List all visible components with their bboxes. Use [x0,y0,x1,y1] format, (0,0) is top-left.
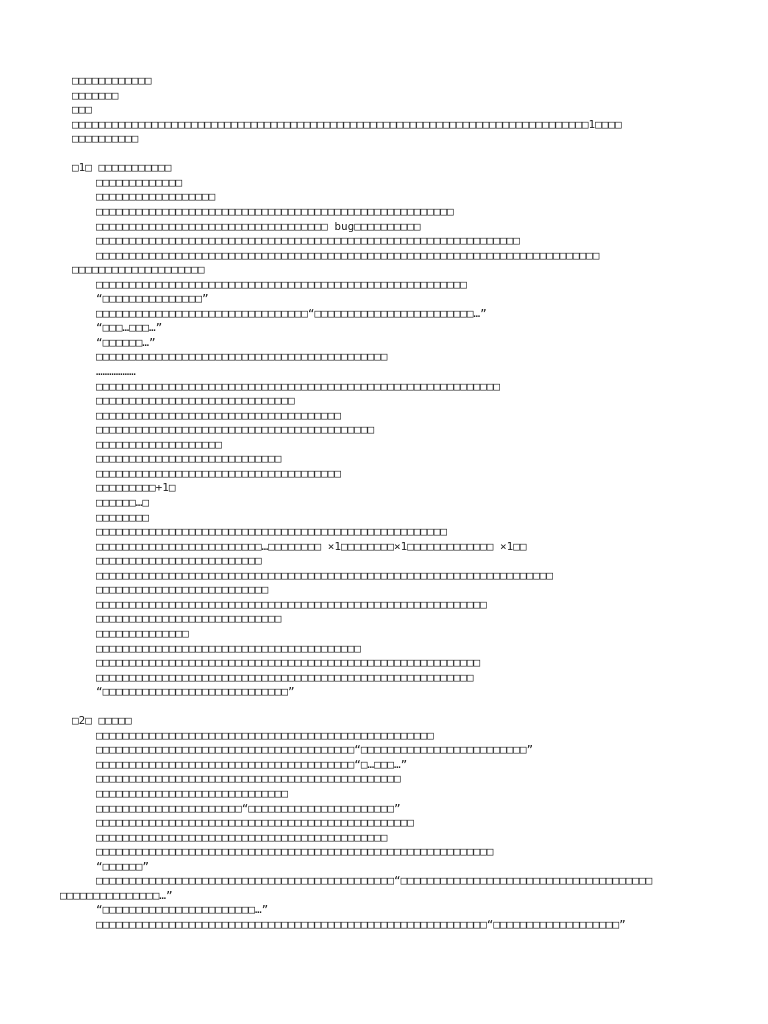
text-line: □□□□□□□□□+1□ [96,481,176,495]
text-line: □2□ □□□□□ [72,714,132,728]
text-line: □□□□□□□□□□□□□□□□□□□□□□□□□□ [96,583,269,597]
text-line: □□□□□□□□□□□□□□□□□□□□□□□□□□□□□□□□□□□□□□□□□□□□ [96,350,388,364]
text-line: □□□□□□□□□□□□□□□□□□□□□□□□□□□□□□□□□□□□□□□□□□□□□□ [96,772,401,786]
text-line: □□□□□□□□□□□□□□□□□□□□□□□□□□□□□□□□□□□□□□□□□□□□□□□□□□□□□□□□□□□□ [96,845,494,859]
text-line: □□□□□□□□□□□□□□□□□□□□□□□□□□□□□□□□□□□□□□□“□…□□□…” [96,757,408,771]
text-line: □□□□□□□ [72,88,119,102]
text-line: □□□□□□□□□□□□□□□□□□□□□□□□□□□□□□□□□□□ bug□□□□□□□□□□ [96,219,421,233]
text-line: □□□□□□□□□□□□□□□□□□□□ [72,263,205,277]
text-line: □□□□□□□□□□□□□□□□□□□□□□□□□…□□□□□□□□ ×1□□□□□□□□×1□□□□□□□□□□□□□ ×1□□ [96,539,527,553]
text-line: □□□□□□□□□□□□□□□□□□□□□□□□□□□□□□□□□□□□□□□□□□□□□□□□□□□□□□□□□□ [96,656,481,669]
text-line: □1□ □□□□□□□□□□□ [72,161,172,175]
text-line: □□□□□□□□□□□□□□ [96,626,189,640]
text-line: □□□□□□□□□□□□□□□□□□□□□□□□□□□□ [96,612,282,626]
text-line: □□□□□□□□□□□□□□□□□□□□□□□□□□□□□□□□□□□□□□□□□□□□□□□□□□□□□□□□□□□□□□□□□□□□□□□□□□□□□□1□□□□ [72,117,622,131]
text-line: □□□□□□□□□□□□□□□□□□□□□□□□□□□□□□□□□□□□□□□□□□□□□□□□□□□□□□□□ [96,277,467,291]
text-line: □□□□□□□□□□□□□□□□□□□□□□□□□□□□□□□□□□□□□□□□□□□□ [96,830,388,844]
text-line: □□□□□□□□□□□□□□□□□□□□□□□□□ [96,554,262,568]
text-line: □□□ [72,103,92,117]
text-line: “□□□□□□□□□□□□□□□” [96,292,209,306]
text-line: □□□□□□□□□□□□□□□□□□□□□□□□□□□□□□□□□□□□□□□□□□□□□□□□□□□□□□□□□ [96,670,474,684]
text-line: □□□□□□□□□□□□□□□□□□□□□□□□□□□□□□□□□□□□□ [96,466,342,480]
text-line: □□□□□□□□□□□□□□□□□□□□□□□□□□□□□□□□□□□□□ [96,408,342,422]
text-line: □□□□□□□□□□□□□□□□□□□□□□□□□□□□□□□□□□□□□□□□□□□□□□□□□□□□□□□□□□□□□ [96,379,500,393]
text-line: □□□□□□□□□□□□□□□…” [60,888,173,902]
text-line: □□□□□□□□□□□□□□□□□□□□□□□□□□□□□□□□□□□□□□□□□□□□□□□□ [96,816,414,830]
text-line: “□□□□□□” [96,859,149,873]
text-line: □□□□□□□□□□□□□□□□□□□ [96,437,222,451]
text-line: □□□□□□□□□□□□□□□□□□□□□□□□□□□□ [96,452,282,466]
text-line: □□□□□□□□□□□□□□□□□□ [96,190,216,204]
text-line: □□□□□□□□□□□□□□□□□□□□□□□□□□□□□□□□□□□□□□□□□□□□□□□□□□□□□□□□□□□□□□□□ [96,234,520,248]
text-line: □□□□□□□□ [96,510,149,524]
text-line: □□□□□□□□□□□□□□□□□□□□□□□□□□□□□ [96,787,289,800]
text-line: □□□□□□□□□□□□□□□□□□□□□□□□□□□□□□□□□□□□□□□□□□□□□□□□□□□ [96,728,434,742]
text-line: □□□□□□□□□□□□□□□□□□□□□□□□□□□□□□□□□□□□□□□□ [96,641,361,655]
text-line: □□□□□□□□□□ [72,132,139,146]
text-line: □□□□□□□□□□□□□□□□□□□□□□□□□□□□□□□□□□□□□□□□□□□□□□□□□□□□□□□□□□□□□□□□□□□□□□□□□□□□ [96,248,600,262]
text-line: □□□□□□□□□□□□ [72,74,152,87]
text-line: □□□□□□□□□□□□□ [96,175,183,189]
text-line: □□□□□□□□□□□□□□□□□□□□□□□□□□□□□□□□□□□□□□□□□□□□□□□□□□□□□□□□□□□ [96,597,487,611]
text-line: □□□□□□□□□□□□□□□□□□□□□□□□□□□□□□□□“□□□□□□□□□□□□□□□□□□□□□□□□…” [96,306,487,320]
text-line: □□□□□□…□ [96,496,149,509]
text-line: □□□□□□□□□□□□□□□□□□□□□□□□□□□□□□□□□□□□□□□□□□□□□□□□□□□□□□□□□□□“□□□□□□□□□□□□□□□□□□□” [96,917,626,931]
text-line: □□□□□□□□□□□□□□□□□□□□□□□□□□□□□□□□□□□□□□□□□□ [96,423,375,437]
text-line: □□□□□□□□□□□□□□□□□□□□□□□□□□□□□□□□□□□□□□□□□□□□□□□□□□□□□□ [96,205,454,218]
text-line: “□□□…□□□…” [96,321,163,335]
text-line: □□□□□□□□□□□□□□□□□□□□□□□□□□□□□□ [96,394,295,408]
text-line: □□□□□□□□□□□□□□□□□□□□□□□□□□□□□□□□□□□□□□□“□□□□□□□□□□□□□□□□□□□□□□□□□” [96,743,534,757]
text-line: ……………… [96,365,136,378]
text-line: □□□□□□□□□□□□□□□□□□□□□□□□□□□□□□□□□□□□□□□□□□□□□“□□□□□□□□□□□□□□□□□□□□□□□□□□□□□□□□□□□□□□ [96,874,653,888]
text-line: “□□□□□□□□□□□□□□□□□□□□□□□□□□□□” [96,685,295,699]
text-line: □□□□□□□□□□□□□□□□□□□□□□□□□□□□□□□□□□□□□□□□□□□□□□□□□□□□□□□□□□□□□□□□□□□□□ [96,568,553,582]
text-line: □□□□□□□□□□□□□□□□□□□□□□□□□□□□□□□□□□□□□□□□□□□□□□□□□□□□□ [96,525,447,538]
text-line: “□□□□□□□□□□□□□□□□□□□□□□□…” [96,903,269,917]
text-line: “□□□□□□…” [96,335,156,349]
text-line: □□□□□□□□□□□□□□□□□□□□□□“□□□□□□□□□□□□□□□□□□□□□□” [96,801,401,815]
